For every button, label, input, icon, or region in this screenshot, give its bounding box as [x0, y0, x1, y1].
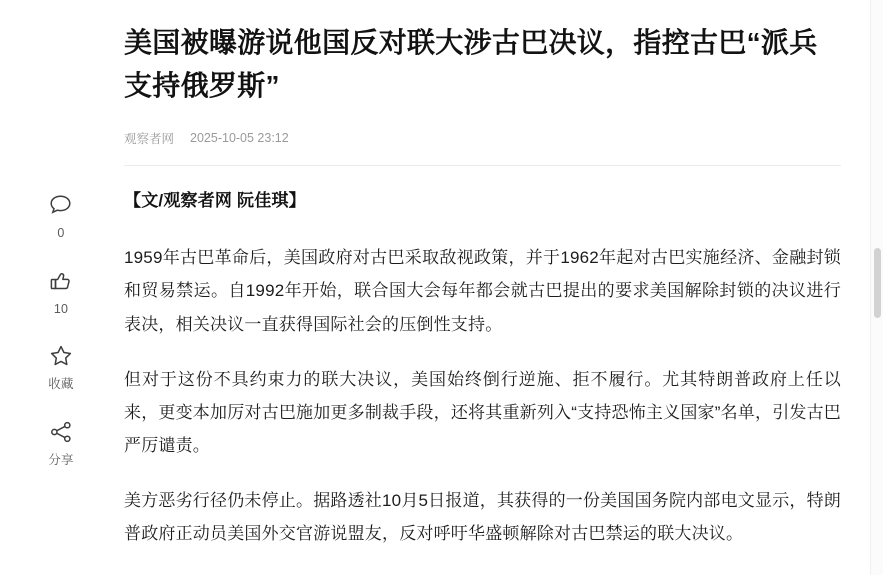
- share-label: 分享: [48, 452, 74, 467]
- article-content: [122, 0, 883, 575]
- article-meta: [124, 129, 841, 165]
- page-title: 美国被曝游说他国反对联大涉古巴决议，指控古巴“派兵支持俄罗斯”: [124, 27, 818, 101]
- article-paragraph: 1959年古巴革命后，美国政府对古巴采取敌视政策，并于1962年起对古巴实施经济、金融封锁和贸易禁运。自1992年开始，联合国大会每年都会就古巴提出的要求美国解除封锁的决议进行表决，相关决议一直获得国际社会的压倒性支持。: [124, 248, 841, 334]
- comment-action[interactable]: [31, 190, 91, 240]
- article-timestamp: 2025-10-05 23:12: [190, 131, 289, 146]
- article-body: [124, 166, 841, 550]
- share-action[interactable]: [31, 417, 91, 467]
- page-scrollbar[interactable]: [870, 0, 883, 575]
- scrollbar-thumb[interactable]: [874, 248, 881, 318]
- share-icon: [46, 417, 76, 447]
- article-action-rail: [0, 0, 122, 575]
- article-source[interactable]: 观察者网: [124, 132, 175, 147]
- favorite-action[interactable]: [31, 341, 91, 391]
- star-icon: [46, 341, 76, 371]
- like-count: 10: [53, 301, 69, 316]
- article-paragraph: 美方恶劣行径仍未停止。据路透社10月5日报道，其获得的一份美国国务院内部电文显示，特朗普政府正动员美国外交官游说盟友，反对呼吁华盛顿解除对古巴禁运的联大决议。: [124, 491, 841, 544]
- comment-count: 0: [57, 226, 65, 240]
- like-action[interactable]: [31, 266, 91, 316]
- article-paragraph: 但对于这份不具约束力的联大决议，美国始终倒行逆施、拒不履行。尤其特朗普政府上任以来，更变本加厉对古巴施加更多制裁手段，还将其重新列入“支持恐怖主义国家”名单，引发古巴严厉谴责。: [124, 369, 841, 455]
- favorite-label: 收藏: [48, 377, 74, 391]
- thumbs-up-icon: [46, 266, 76, 296]
- article-byline: 【文/观察者网 阮佳琪】: [124, 191, 306, 211]
- comment-icon: [46, 190, 76, 220]
